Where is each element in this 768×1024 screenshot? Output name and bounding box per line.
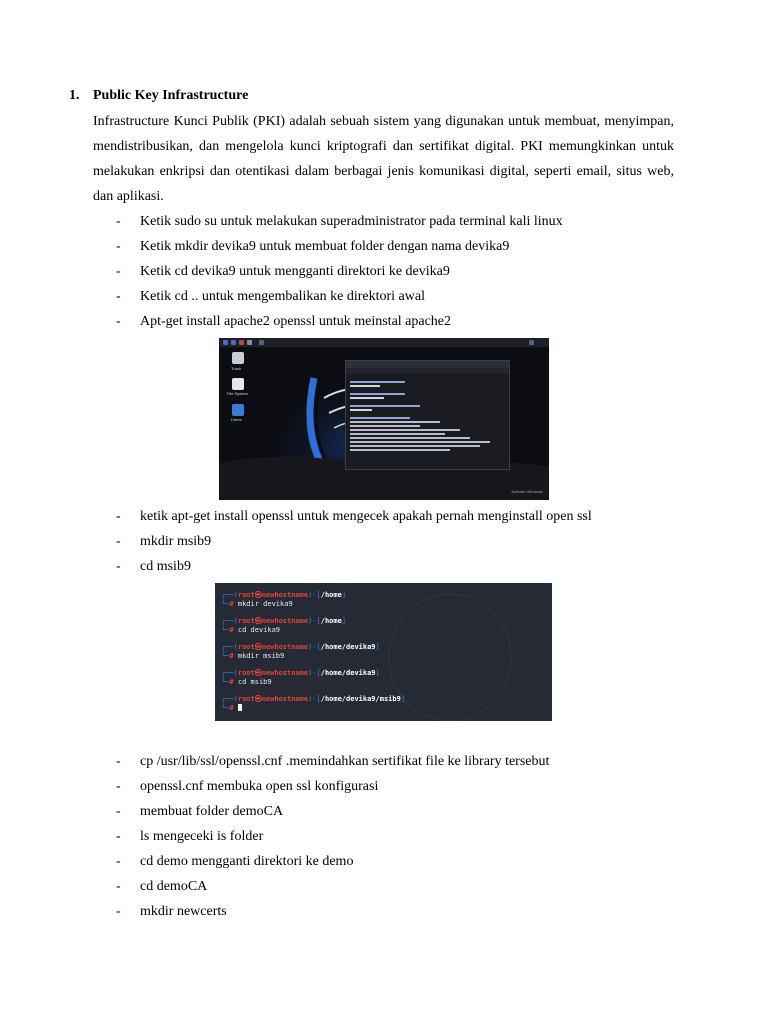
taskbar — [219, 338, 549, 347]
list-item-text: cd demo mengganti direktori ke demo — [140, 854, 354, 869]
terminal-titlebar[interactable] — [346, 361, 509, 368]
steps-list-1 — [0, 209, 768, 334]
prompt-user-host: root㉿newhostname — [237, 591, 309, 599]
list-item-text: cd msib9 — [140, 559, 191, 574]
bullet-dash: - — [116, 214, 121, 229]
terminal-prompt: ┌──(root㉿newhostname)-[/home] — [221, 617, 347, 625]
bullet-dash: - — [116, 904, 121, 919]
workspace-icon[interactable] — [259, 340, 264, 345]
list-item — [0, 749, 768, 774]
list-item-text: Apt-get install apache2 openssl untuk meinstal apache2 — [140, 314, 452, 329]
bullet-dash: - — [116, 879, 121, 894]
prompt-user-host: root㉿newhostname — [237, 669, 309, 677]
bullet-dash: - — [116, 534, 121, 549]
list-item — [0, 554, 768, 579]
list-item — [0, 259, 768, 284]
list-item-text: mkdir msib9 — [140, 534, 212, 549]
section-number: 1. — [69, 88, 80, 103]
bullet-dash: - — [116, 829, 121, 844]
list-item — [0, 529, 768, 554]
bullet-dash: - — [116, 314, 121, 329]
bullet-dash: - — [116, 854, 121, 869]
list-item-text: ls mengeceki is folder — [140, 829, 264, 844]
list-item-text: membuat folder demoCA — [140, 804, 284, 819]
section-title: Public Key Infrastructure — [93, 88, 249, 103]
terminal-menubar — [346, 368, 509, 374]
terminal-command: └─# cd devika9 — [221, 626, 281, 634]
prompt-path: /home/devika9/msib9 — [320, 695, 401, 703]
list-item — [0, 774, 768, 799]
taskbar-app-icon[interactable] — [231, 340, 236, 345]
steps-list-3 — [0, 749, 768, 924]
list-item — [0, 284, 768, 309]
menu-icon[interactable] — [223, 340, 228, 345]
prompt-user-host: root㉿newhostname — [237, 643, 309, 651]
terminal-cursor — [238, 704, 242, 711]
list-item — [0, 849, 768, 874]
terminal-prompt: ┌──(root㉿newhostname)-[/home/devika9] — [221, 669, 380, 677]
intro-paragraph: Infrastructure Kunci Publik (PKI) adalah sebuah sistem yang digunakan untuk membuat, menyimpan, mendistribusikan, dan mengelola kunci kriptografi dan sertifikat digital. PKI memungkinkan untuk melakukan enkripsi dan otentikasi dalam berbagai jenis komunikasi digital, seperti email, situs web, dan aplikasi. — [93, 114, 674, 204]
dragon-watermark — [388, 593, 512, 721]
bullet-dash: - — [116, 289, 121, 304]
clock-icon — [529, 340, 534, 345]
bullet-dash: - — [116, 509, 121, 524]
home-folder-icon[interactable] — [232, 404, 244, 416]
list-item-text: openssl.cnf membuka open ssl konfigurasi — [140, 779, 379, 794]
prompt-path: /home/devika9 — [320, 643, 376, 651]
taskbar-app-icon[interactable] — [247, 340, 252, 345]
trash-icon[interactable] — [232, 352, 244, 364]
list-item — [0, 799, 768, 824]
list-item-text: mkdir newcerts — [140, 904, 227, 919]
bullet-dash: - — [116, 239, 121, 254]
desktop-screenshot — [219, 338, 549, 500]
file-system-icon[interactable] — [232, 378, 244, 390]
bullet-dash: - — [116, 754, 121, 769]
prompt-user-host: root㉿newhostname — [237, 617, 309, 625]
list-item — [0, 504, 768, 529]
bullet-dash: - — [116, 804, 121, 819]
list-item — [0, 899, 768, 924]
bullet-dash: - — [116, 779, 121, 794]
prompt-path: /home — [320, 591, 342, 599]
list-item — [0, 209, 768, 234]
steps-list-2 — [0, 504, 768, 579]
terminal-prompt: ┌──(root㉿newhostname)-[/home/devika9] — [221, 643, 380, 651]
terminal-prompt: ┌──(root㉿newhostname)-[/home/devika9/msib9] — [221, 695, 406, 703]
activate-windows-watermark: Activate Windows — [511, 489, 543, 494]
terminal-command: └─# cd msib9 — [221, 678, 272, 686]
list-item — [0, 234, 768, 259]
terminal-prompt: ┌──(root㉿newhostname)-[/home] — [221, 591, 347, 599]
terminal-command: └─# — [221, 704, 242, 713]
prompt-user-host: root㉿newhostname — [237, 695, 309, 703]
bullet-dash: - — [116, 264, 121, 279]
prompt-path: /home — [320, 617, 342, 625]
list-item-text: Ketik cd devika9 untuk mengganti direktori ke devika9 — [140, 264, 450, 279]
section-heading — [69, 86, 248, 106]
desktop-icon-label: File System — [227, 391, 248, 396]
terminal-command: └─# mkdir msib9 — [221, 652, 285, 660]
list-item-text: cd demoCA — [140, 879, 208, 894]
terminal-screenshot — [215, 583, 552, 721]
list-item-text: cp /usr/lib/ssl/openssl.cnf .memindahkan sertifikat file ke library tersebut — [140, 754, 550, 769]
list-item-text: Ketik mkdir devika9 untuk membuat folder dengan nama devika9 — [140, 239, 510, 254]
desktop-icon-label: Home — [231, 417, 242, 422]
taskbar-app-icon[interactable] — [239, 340, 244, 345]
terminal-command: └─# mkdir devika9 — [221, 600, 293, 608]
list-item-text: ketik apt-get install openssl untuk mengecek apakah pernah menginstall open ssl — [140, 509, 592, 524]
desktop-icon-label: Trash — [231, 366, 242, 371]
list-item — [0, 309, 768, 334]
list-item — [0, 874, 768, 899]
list-item-text: Ketik cd .. untuk mengembalikan ke direktori awal — [140, 289, 425, 304]
bullet-dash: - — [116, 559, 121, 574]
list-item-text: Ketik sudo su untuk melakukan superadministrator pada terminal kali linux — [140, 214, 563, 229]
prompt-path: /home/devika9 — [320, 669, 376, 677]
terminal-window[interactable] — [345, 360, 510, 470]
list-item — [0, 824, 768, 849]
